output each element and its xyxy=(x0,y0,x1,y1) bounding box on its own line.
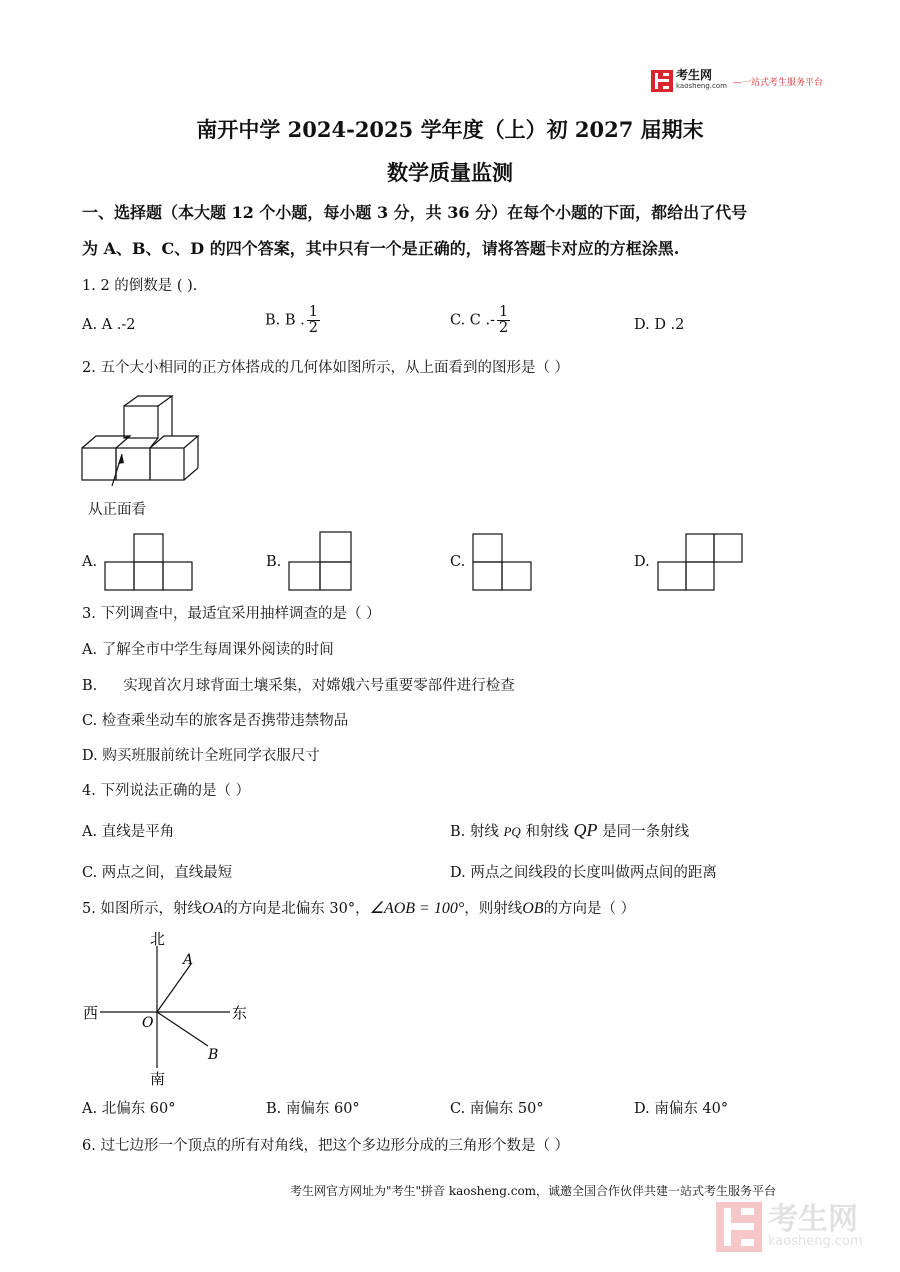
label-b: B xyxy=(208,1047,219,1063)
q5-option-c: C. 南偏东 50° xyxy=(450,1101,544,1117)
q5-stem xyxy=(82,899,635,919)
q2-cube-figure xyxy=(78,392,204,492)
q4-b-pq: PQ xyxy=(503,824,521,839)
logo-domain: kaosheng.com xyxy=(676,82,727,90)
q3-option-b xyxy=(82,676,515,696)
label-north: 北 xyxy=(150,930,166,948)
q4-stem: 4. 下列说法正确的是（ ） xyxy=(82,783,251,799)
frac-denominator: 2 xyxy=(308,320,318,336)
header-logo xyxy=(651,70,823,92)
page-title: 南开中学 2024-2025 学年度（上）初 2027 届期末 xyxy=(196,117,704,142)
label-a: A xyxy=(183,952,194,968)
q1-option-c-prefix: C. C .- xyxy=(450,312,496,329)
watermark-domain: kaosheng.com xyxy=(768,1234,863,1249)
q2-stem: 2. 五个大小相同的正方体搭成的几何体如图所示，从上面看到的图形是（ ） xyxy=(82,360,570,376)
label-west: 西 xyxy=(83,1004,99,1022)
q5-stem-post: 的方向是（ ） xyxy=(543,901,636,917)
q4-option-a: A. 直线是平角 xyxy=(82,824,175,840)
label-south: 南 xyxy=(150,1070,166,1088)
footer-text: 考生网官方网址为"考生"拼音 kaosheng.com，诚邀全国合作伙伴共建一站式考生服务平台 xyxy=(290,1184,777,1198)
q4-b-qp: QP xyxy=(573,820,598,840)
q5-stem-pre: 5. 如图所示，射线 xyxy=(82,901,202,917)
q6-stem: 6. 过七边形一个顶点的所有对角线，把这个多边形分成的三角形个数是（ ） xyxy=(82,1138,570,1154)
q2-option-b: B. xyxy=(266,554,282,570)
q3-option-c: C. 检查乘坐动车的旅客是否携带违禁物品 xyxy=(82,713,349,729)
q5-stem-mid: 的方向是北偏东 30°， xyxy=(223,901,370,917)
frac-numerator: 1 xyxy=(308,304,318,320)
section-heading-line1: 一、选择题（本大题 12 个小题，每小题 3 分，共 36 分）在每个小题的下面，都给出了代号 xyxy=(82,203,748,222)
frac-denominator: 2 xyxy=(499,320,509,336)
q3-option-a: A. 了解全市中学生每周课外阅读的时间 xyxy=(82,642,334,658)
q3-option-b-label: B. xyxy=(82,678,98,694)
q2-option-a-figure xyxy=(104,532,194,592)
kaosheng-logo-icon xyxy=(651,70,673,92)
q4-option-b xyxy=(450,820,689,842)
q4-b-pre: B. 射线 xyxy=(450,824,499,840)
q5-option-a: A. 北偏东 60° xyxy=(82,1101,176,1117)
logo-slogan: —一站式考生服务平台 xyxy=(732,77,823,88)
q4-b-mid: 和射线 xyxy=(525,824,569,840)
q5-stem-mid2: ，则射线 xyxy=(464,901,523,917)
q1-option-b-fraction xyxy=(307,305,320,336)
q4-option-c: C. 两点之间，直线最短 xyxy=(82,865,233,881)
label-east: 东 xyxy=(232,1004,248,1022)
q4-option-d: D. 两点之间线段的长度叫做两点间的距离 xyxy=(450,865,717,881)
frac-numerator: 1 xyxy=(499,304,509,320)
q1-option-b-prefix: B. B . xyxy=(265,312,305,329)
q5-option-d: D. 南偏东 40° xyxy=(634,1101,729,1117)
q3-option-d: D. 购买班服前统计全班同学衣服尺寸 xyxy=(82,748,320,764)
q5-oa: OA xyxy=(201,900,224,917)
slogan-text: 一站式考生服务平台 xyxy=(741,77,823,88)
q3-option-b-text: 实现首次月球背面土壤采集，对嫦娥六号重要零部件进行检查 xyxy=(123,678,515,694)
watermark xyxy=(716,1202,863,1252)
q2-option-c: C. xyxy=(450,554,466,570)
q5-ob: OB xyxy=(522,900,544,917)
watermark-name: 考生网 xyxy=(768,1202,858,1237)
logo-name: 考生网 xyxy=(676,68,713,82)
q2-option-a: A. xyxy=(82,554,98,570)
q1-option-c-fraction xyxy=(497,305,510,336)
watermark-logo-icon xyxy=(716,1202,762,1252)
q2-option-c-figure xyxy=(471,532,533,592)
label-o: O xyxy=(142,1015,154,1031)
q3-stem: 3. 下列调查中，最适宜采用抽样调查的是（ ） xyxy=(82,606,381,622)
q1-stem: 1. 2 的倒数是 ( ). xyxy=(82,278,198,294)
q1-option-c xyxy=(450,305,510,336)
q1-option-b xyxy=(265,305,320,336)
q4-b-post: 是同一条射线 xyxy=(602,824,690,840)
section-heading-line2: 为 A、B、C、D 的四个答案，其中只有一个是正确的，请将答题卡对应的方框涂黑. xyxy=(82,239,680,258)
page-subtitle: 数学质量监测 xyxy=(387,160,513,185)
q2-option-d: D. xyxy=(634,554,650,570)
q5-compass-figure xyxy=(80,928,260,1090)
q1-option-a: A. A .-2 xyxy=(82,317,136,333)
q2-figure-caption: 从正面看 xyxy=(88,502,146,518)
q1-option-d: D. D .2 xyxy=(634,317,685,333)
q2-option-b-figure xyxy=(287,530,355,592)
q2-option-d-figure xyxy=(656,532,744,592)
q5-angle: ∠AOB = 100° xyxy=(369,900,465,917)
q5-option-b: B. 南偏东 60° xyxy=(266,1101,360,1117)
